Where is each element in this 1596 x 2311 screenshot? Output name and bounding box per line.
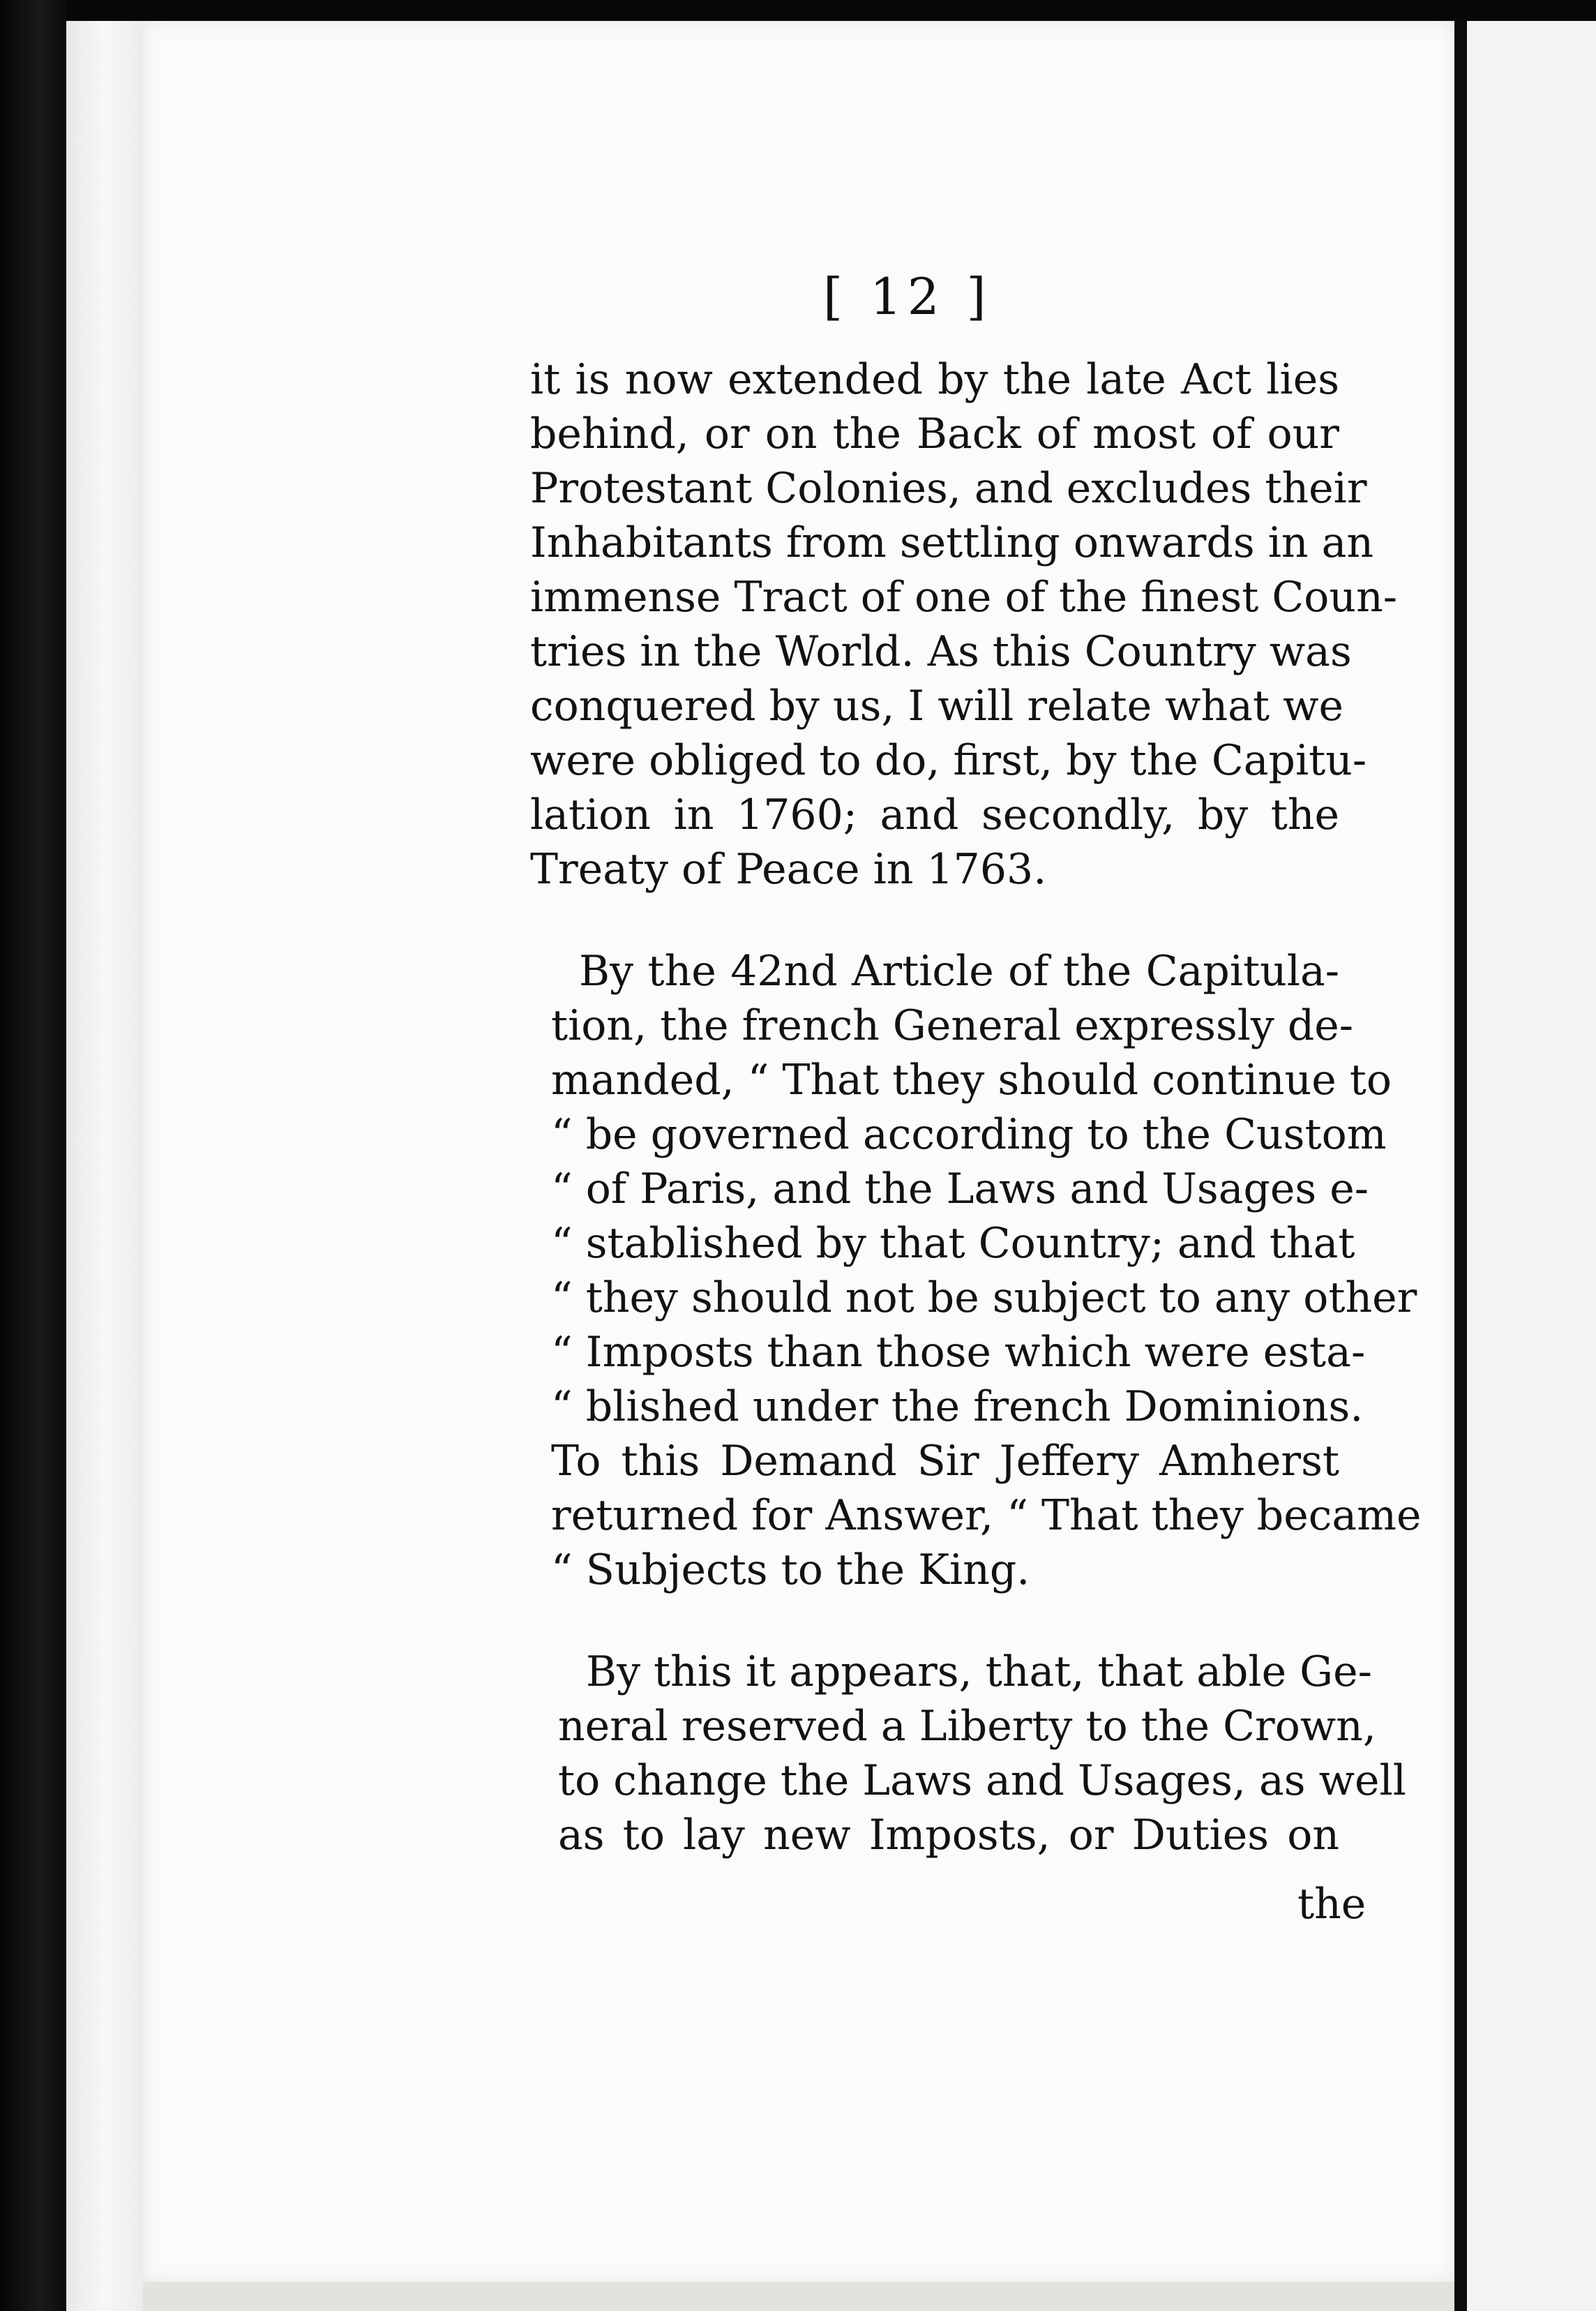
text-line: “ blished under the french Dominions. (551, 1382, 1364, 1431)
page-number-header: [ 12 ] (823, 267, 992, 326)
text-line: it is now extended by the late Act lies (530, 355, 1339, 404)
text-line: “ they should not be subject to any other (551, 1273, 1417, 1322)
text-line: Protestant Colonies, and excludes their (530, 464, 1367, 513)
text-line: manded, “ That they should continue to (551, 1056, 1392, 1105)
text-line: Treaty of Peace in 1763. (530, 845, 1047, 894)
facing-page-edge (1467, 21, 1596, 2311)
gutter (1454, 21, 1467, 2311)
text-line: to change the Laws and Usages, as well (558, 1756, 1406, 1805)
text-line: By this it appears, that, that able Ge- (586, 1647, 1372, 1696)
paragraph-3 (530, 1645, 1406, 1862)
text-line: Inhabitants from settling onwards in an (530, 518, 1374, 567)
text-line: lation in 1760; and secondly, by the (530, 791, 1339, 839)
text-line: tries in the World. As this Country was (530, 627, 1352, 676)
text-line: conquered by us, I will relate what we (530, 682, 1343, 731)
body-text (530, 352, 1422, 1862)
text-line: “ Imposts than those which were esta- (551, 1328, 1366, 1377)
paragraph-2 (530, 944, 1422, 1597)
page-edge (66, 21, 146, 2311)
text-line: were obliged to do, first, by the Capitu- (530, 736, 1367, 785)
text-line: “ be governed according to the Custom (551, 1110, 1387, 1159)
text-line: To this Demand Sir Jeffery Amherst (551, 1437, 1339, 1486)
catchword: the (1297, 1880, 1367, 1929)
text-line: neral reserved a Liberty to the Crown, (558, 1702, 1376, 1751)
text-line: “ stablished by that Country; and that (551, 1219, 1355, 1268)
paragraph-1 (530, 352, 1397, 897)
text-line: “ of Paris, and the Laws and Usages e- (551, 1165, 1369, 1213)
text-line: returned for Answer, “ That they became (551, 1491, 1422, 1540)
text-line: “ Subjects to the King. (551, 1546, 1030, 1594)
text-line: tion, the french General expressly de- (551, 1001, 1354, 1050)
text-line: behind, or on the Back of most of our (530, 410, 1339, 458)
page-bottom-edge (143, 2282, 1454, 2311)
book-spine (0, 0, 66, 2311)
text-line: immense Tract of one of the finest Coun- (530, 573, 1397, 622)
text-line: By the 42nd Article of the Capitula- (579, 947, 1339, 996)
text-line: as to lay new Imposts, or Duties on (558, 1811, 1339, 1860)
